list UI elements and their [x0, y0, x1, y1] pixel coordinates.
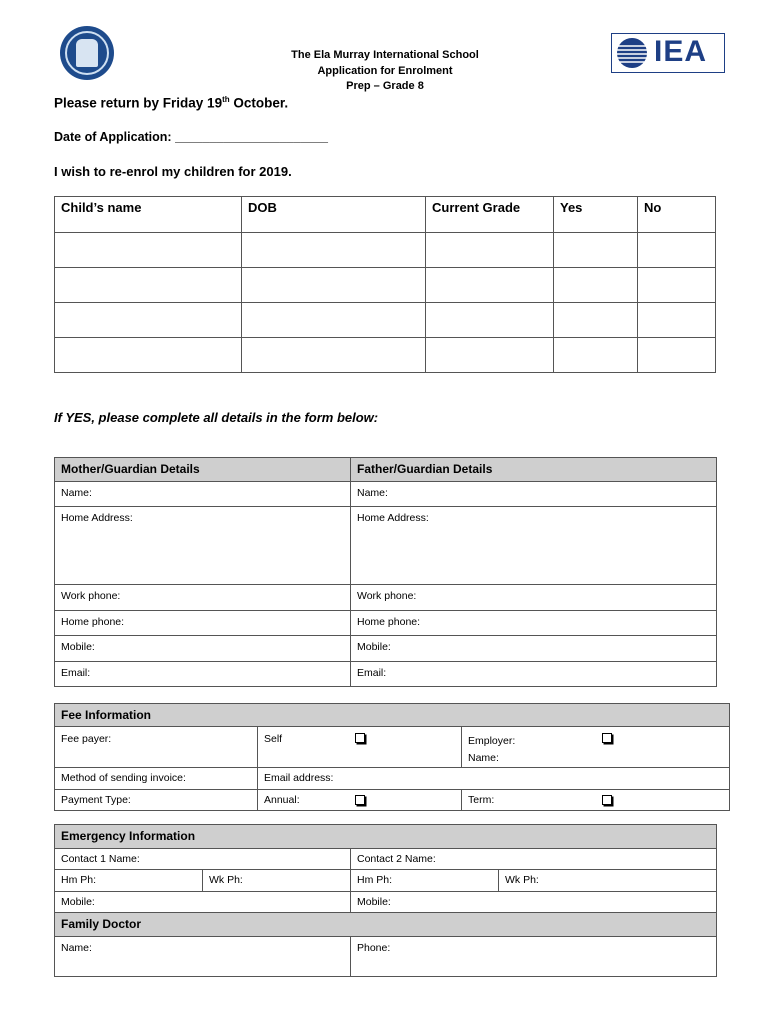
fee-payer-employer-option[interactable]	[462, 727, 730, 768]
doctor-phone-field[interactable]: Phone:	[351, 937, 717, 977]
table-row	[55, 303, 716, 338]
col-header-childs-name: Child’s name	[55, 197, 242, 233]
payment-type-label: Payment Type:	[55, 790, 258, 811]
self-checkbox[interactable]	[355, 733, 365, 743]
email-address-field[interactable]: Email address:	[258, 768, 730, 790]
term-label: Term:	[468, 794, 495, 806]
father-work-phone-field[interactable]: Work phone:	[351, 585, 717, 611]
fee-information-table	[54, 703, 730, 811]
fee-payer-label: Fee payer:	[55, 727, 258, 768]
father-mobile-field[interactable]: Mobile:	[351, 636, 717, 662]
cell-yes[interactable]	[554, 233, 638, 268]
father-guardian-header: Father/Guardian Details	[351, 458, 717, 482]
contact2-home-phone-field[interactable]: Hm Ph:	[351, 870, 499, 892]
cell-childs-name[interactable]	[55, 303, 242, 338]
col-header-dob: DOB	[242, 197, 426, 233]
employer-label: Employer:	[468, 735, 516, 747]
father-home-address-field[interactable]: Home Address:	[351, 507, 717, 585]
contact1-home-phone-field[interactable]: Hm Ph:	[55, 870, 203, 892]
self-label: Self	[264, 733, 283, 745]
mother-work-phone-field[interactable]: Work phone:	[55, 585, 351, 611]
contact1-work-phone-field[interactable]: Wk Ph:	[203, 870, 351, 892]
father-email-field[interactable]: Email:	[351, 662, 717, 687]
date-of-application-field[interactable]: Date of Application: ______________________	[54, 130, 329, 144]
children-table	[54, 196, 716, 373]
mother-home-address-field[interactable]: Home Address:	[55, 507, 351, 585]
contact2-mobile-field[interactable]: Mobile:	[351, 892, 717, 913]
table-row	[55, 268, 716, 303]
cell-childs-name[interactable]	[55, 233, 242, 268]
cell-no[interactable]	[638, 338, 716, 373]
payment-term-option[interactable]	[462, 790, 730, 811]
fee-information-header: Fee Information	[55, 704, 730, 727]
fee-payer-self-option[interactable]	[258, 727, 462, 768]
school-name: The Ela Murray International School	[291, 49, 479, 61]
employer-checkbox[interactable]	[602, 733, 612, 743]
cell-current-grade[interactable]	[426, 268, 554, 303]
contact2-work-phone-field[interactable]: Wk Ph:	[499, 870, 717, 892]
guardian-details-table	[54, 457, 717, 687]
cell-no[interactable]	[638, 303, 716, 338]
col-header-current-grade: Current Grade	[426, 197, 554, 233]
invoice-method-label: Method of sending invoice:	[55, 768, 258, 790]
term-checkbox[interactable]	[602, 795, 612, 805]
father-name-field[interactable]: Name:	[351, 482, 717, 507]
father-home-phone-field[interactable]: Home phone:	[351, 611, 717, 636]
contact1-mobile-field[interactable]: Mobile:	[55, 892, 351, 913]
table-row	[55, 338, 716, 373]
cell-current-grade[interactable]	[426, 338, 554, 373]
cell-yes[interactable]	[554, 338, 638, 373]
doctor-name-field[interactable]: Name:	[55, 937, 351, 977]
emergency-information-table	[54, 824, 717, 977]
return-notice: Please return by Friday 19th October.	[54, 95, 289, 111]
grade-range: Prep – Grade 8	[346, 80, 424, 92]
table-row	[55, 233, 716, 268]
cell-dob[interactable]	[242, 338, 426, 373]
iea-logo-text: IEA	[654, 35, 708, 68]
mother-mobile-field[interactable]: Mobile:	[55, 636, 351, 662]
col-header-no: No	[638, 197, 716, 233]
col-header-yes: Yes	[554, 197, 638, 233]
cell-no[interactable]	[638, 268, 716, 303]
family-doctor-header: Family Doctor	[55, 913, 717, 937]
emergency-information-header: Emergency Information	[55, 825, 717, 849]
employer-name-field[interactable]: Name:	[468, 752, 499, 764]
mother-guardian-header: Mother/Guardian Details	[55, 458, 351, 482]
cell-dob[interactable]	[242, 233, 426, 268]
cell-childs-name[interactable]	[55, 338, 242, 373]
mother-home-phone-field[interactable]: Home phone:	[55, 611, 351, 636]
payment-annual-option[interactable]	[258, 790, 462, 811]
form-title: Application for Enrolment	[317, 65, 453, 77]
mother-name-field[interactable]: Name:	[55, 482, 351, 507]
annual-label: Annual:	[264, 794, 300, 806]
contact2-name-field[interactable]: Contact 2 Name:	[351, 849, 717, 870]
reenrol-text: I wish to re-enrol my children for 2019.	[54, 164, 292, 179]
mother-email-field[interactable]: Email:	[55, 662, 351, 687]
cell-yes[interactable]	[554, 268, 638, 303]
cell-current-grade[interactable]	[426, 233, 554, 268]
contact1-name-field[interactable]: Contact 1 Name:	[55, 849, 351, 870]
annual-checkbox[interactable]	[355, 795, 365, 805]
cell-yes[interactable]	[554, 303, 638, 338]
cell-dob[interactable]	[242, 303, 426, 338]
cell-dob[interactable]	[242, 268, 426, 303]
cell-childs-name[interactable]	[55, 268, 242, 303]
cell-no[interactable]	[638, 233, 716, 268]
if-yes-instruction: If YES, please complete all details in the form below:	[54, 410, 379, 425]
cell-current-grade[interactable]	[426, 303, 554, 338]
